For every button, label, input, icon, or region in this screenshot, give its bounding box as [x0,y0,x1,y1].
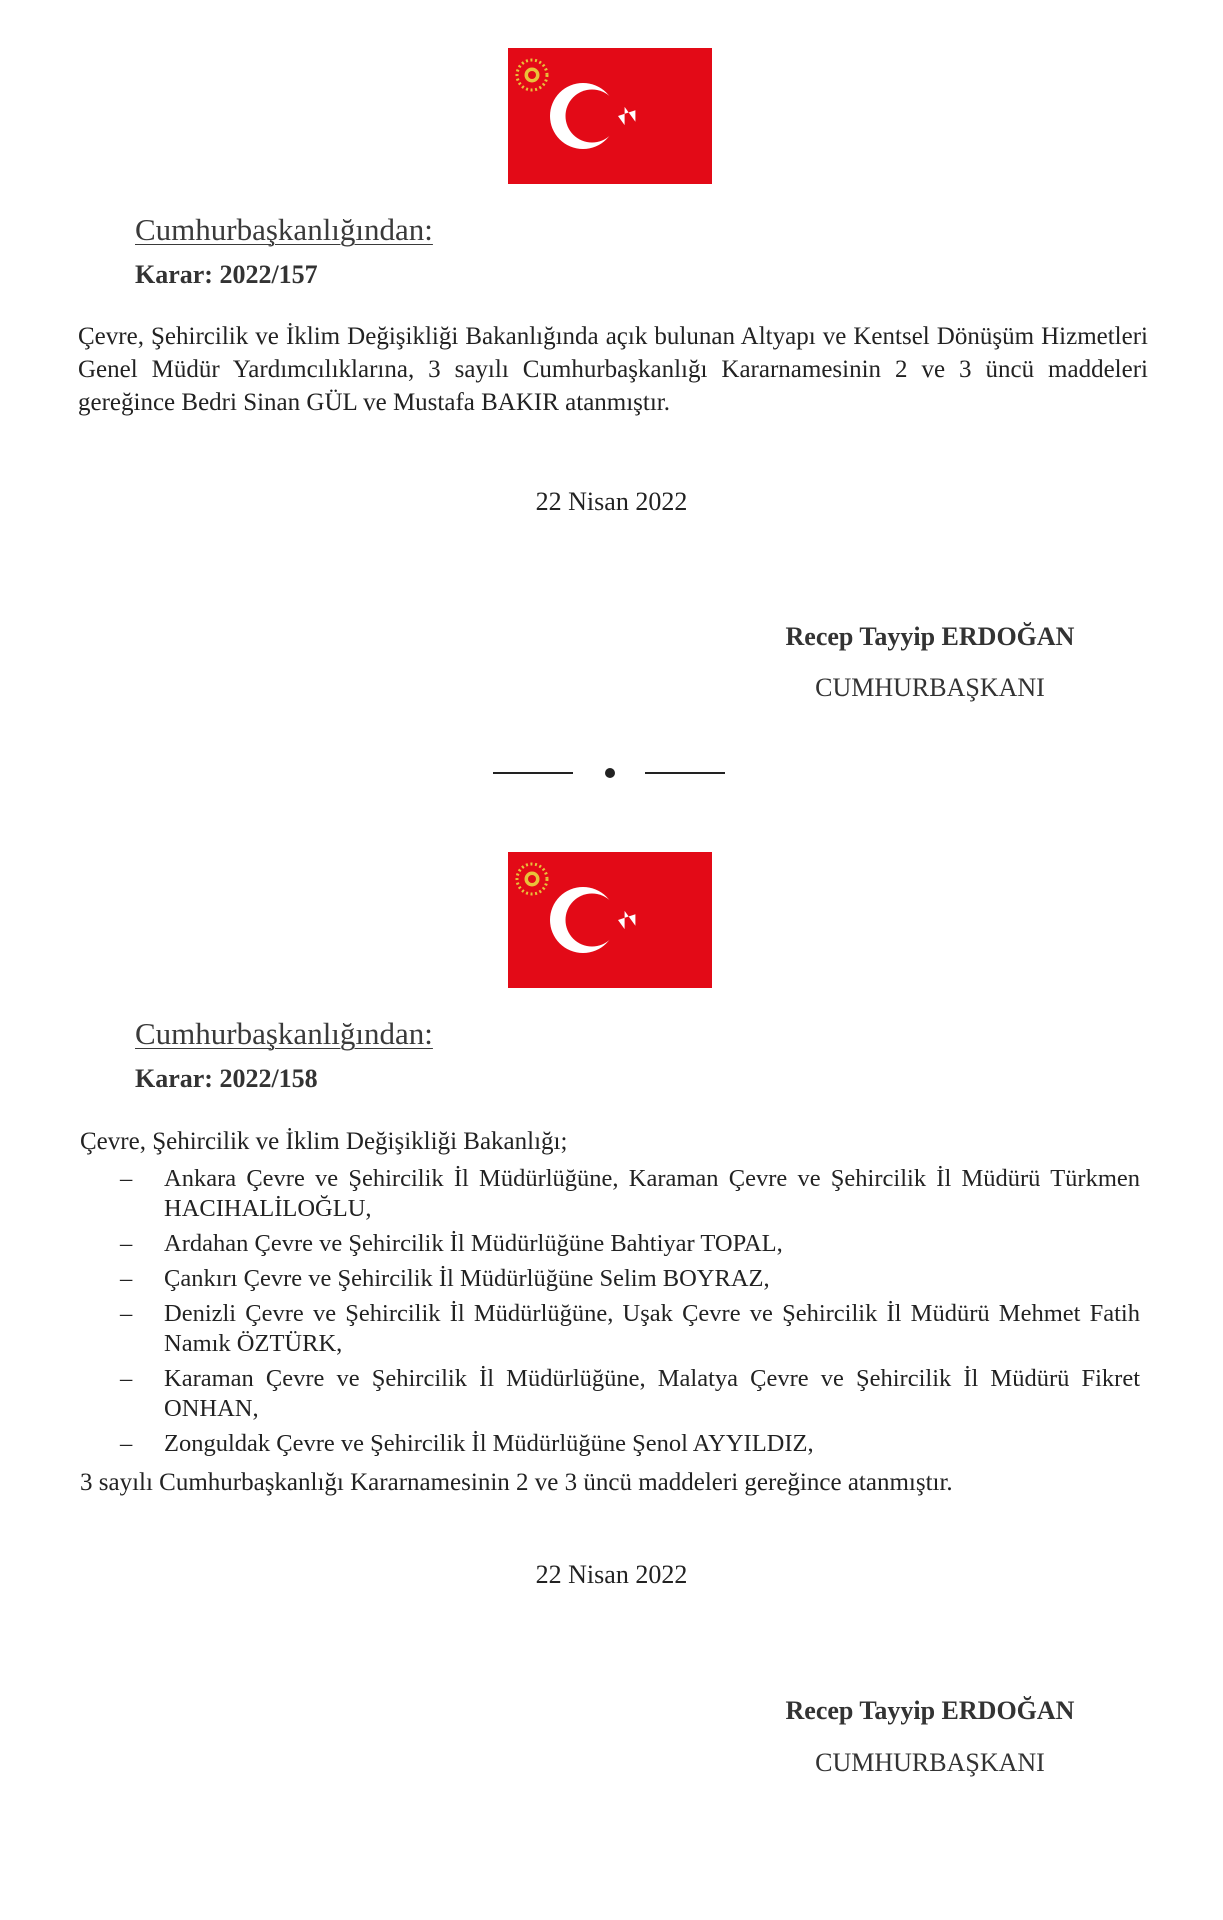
list-item [120,1299,1140,1359]
decree-date: 22 Nisan 2022 [535,487,688,516]
dash-bullet: – [120,1230,133,1257]
separator-line-right [645,772,725,774]
dash-bullet: – [120,1365,133,1392]
list-item-text: Ardahan Çevre ve Şehircilik İl Müdürlüğüne Bahtiyar TOPAL, [164,1230,783,1257]
decree-body: Çevre, Şehircilik ve İklim Değişikliği Bakanlığında açık bulunan Altyapı ve Kentsel Dönüşüm Hizmetleri Genel Müdür Yardımcılıklarına, 3 sayılı Cumhurbaşkanlığı Kararnamesinin 2 ve 3 üncü maddeleri gereğince Bedri Sinan GÜL ve Mustafa BAKIR atanmıştır. [78,323,1148,416]
dash-bullet: – [120,1430,133,1457]
presidential-flag-icon [508,48,712,184]
list-item-text: Karaman Çevre ve Şehircilik İl Müdürlüğüne, Malatya Çevre ve Şehircilik İl Müdürü Fikret ONHAN, [164,1365,1140,1422]
list-item [120,1264,1140,1294]
decree-heading: Cumhurbaşkanlığından: [135,1016,433,1051]
list-item [120,1229,1140,1259]
decree-intro: Çevre, Şehircilik ve İklim Değişikliği Bakanlığı; [80,1128,568,1155]
list-item [120,1364,1140,1424]
signer-title: CUMHURBAŞKANI [815,1748,1045,1777]
presidential-flag-icon [508,852,712,988]
list-item-text: Denizli Çevre ve Şehircilik İl Müdürlüğüne, Uşak Çevre ve Şehircilik İl Müdürü Mehmet Fatih Namık ÖZTÜRK, [164,1300,1140,1357]
appointment-list [120,1164,1140,1464]
decree-heading: Cumhurbaşkanlığından: [135,212,433,247]
signer-title: CUMHURBAŞKANI [815,673,1045,702]
decision-number: Karar: 2022/158 [135,1064,318,1093]
dash-bullet: – [120,1165,133,1192]
decree-closing: 3 sayılı Cumhurbaşkanlığı Kararnamesinin 2 ve 3 üncü maddeleri gereğince atanmıştır. [80,1469,953,1496]
decree-date: 22 Nisan 2022 [535,1560,688,1589]
list-item-text: Çankırı Çevre ve Şehircilik İl Müdürlüğüne Selim BOYRAZ, [164,1265,770,1292]
flag-graphic [508,48,712,184]
section-separator [0,763,1223,783]
decision-number: Karar: 2022/157 [135,260,318,289]
separator-dot-icon [605,768,615,778]
flag-graphic [508,852,712,988]
list-item-text: Ankara Çevre ve Şehircilik İl Müdürlüğüne, Karaman Çevre ve Şehircilik İl Müdürü Türkmen HACIHALİLOĞLU, [164,1165,1140,1222]
signer-name: Recep Tayyip ERDOĞAN [785,1696,1075,1725]
list-item [120,1164,1140,1224]
dash-bullet: – [120,1265,133,1292]
list-item-text: Zonguldak Çevre ve Şehircilik İl Müdürlüğüne Şenol AYYILDIZ, [164,1430,814,1457]
list-item [120,1429,1140,1459]
separator-line-left [493,772,573,774]
dash-bullet: – [120,1300,133,1327]
signer-name: Recep Tayyip ERDOĞAN [785,622,1075,651]
